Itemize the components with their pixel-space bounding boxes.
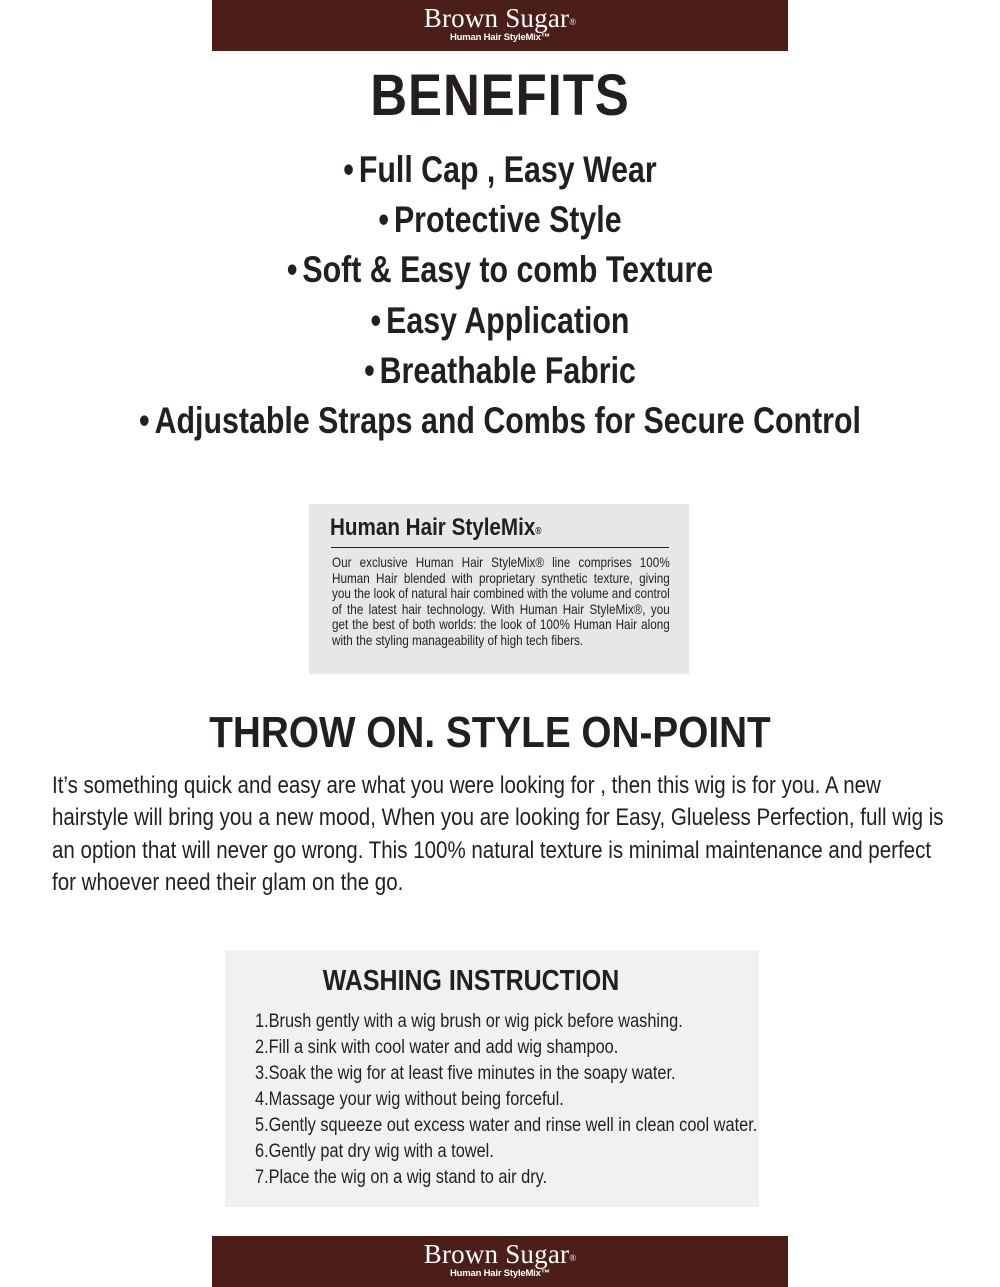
washing-step: 3.Soak the wig for at least five minutes in the soapy water. xyxy=(255,1063,676,1084)
washing-step: 6.Gently pat dry wig with a towel. xyxy=(255,1141,494,1162)
washing-step: 5.Gently squeeze out excess water and rinse well in clean cool water. xyxy=(255,1115,758,1136)
brand-subline: Human Hair StyleMix™ xyxy=(450,1268,550,1279)
stylemix-title: Human Hair StyleMix® xyxy=(330,514,542,541)
stylemix-info-box xyxy=(309,504,689,674)
benefit-item: • Full Cap , Easy Wear xyxy=(90,145,910,195)
brand-footer-logo xyxy=(212,1236,788,1287)
brand-name: Brown Sugar® xyxy=(423,1239,577,1269)
brand-subline: Human Hair StyleMix™ xyxy=(450,32,550,43)
washing-step: 1.Brush gently with a wig brush or wig pick before washing. xyxy=(255,1011,683,1032)
benefit-item: • Protective Style xyxy=(90,195,910,245)
benefit-item: • Breathable Fabric xyxy=(90,346,910,396)
brand-name: Brown Sugar® xyxy=(423,3,577,33)
washing-step: 2.Fill a sink with cool water and add wig shampoo. xyxy=(255,1037,619,1058)
washing-instruction-box xyxy=(225,950,759,1207)
throw-on-heading: THROW ON. STYLE ON-POINT xyxy=(209,708,771,757)
washing-heading: WASHING INSTRUCTION xyxy=(322,965,620,997)
benefits-heading: BENEFITS xyxy=(370,63,630,128)
brand-header-logo xyxy=(212,0,788,51)
washing-steps xyxy=(255,1009,757,1191)
benefit-item: • Soft & Easy to comb Texture xyxy=(90,245,910,295)
washing-step: 4.Massage your wig without being forceful. xyxy=(255,1089,564,1110)
washing-step: 7.Place the wig on a wig stand to air dry. xyxy=(255,1167,548,1188)
benefit-item: • Easy Application xyxy=(90,296,910,346)
stylemix-description: Our exclusive Human Hair StyleMix® line comprises 100% Human Hair blended with proprietary synthetic texture, giving you the look of natural hair combined with the volume and control of the latest hair technology. With Human Hair StyleMix®, you get the best of both worlds: the look of 100% Human Hair along with the styling manageability of high tech fibers. xyxy=(332,555,670,648)
registered-mark: ® xyxy=(569,1253,577,1263)
registered-mark: ® xyxy=(569,17,577,27)
benefit-item: • Adjustable Straps and Combs for Secure Control xyxy=(90,396,910,446)
divider xyxy=(331,547,669,548)
benefits-list xyxy=(0,145,1000,446)
registered-mark: ® xyxy=(535,526,542,537)
throw-on-description: It’s something quick and easy are what you were looking for , then this wig is for you. A new hairstyle will bring you a new mood, When you are looking for Easy, Glueless Perfection, full wig is an option that will never go wrong. This 100% natural texture is minimal maintenance and perfect for whoever need their glam on the go. xyxy=(52,772,944,896)
